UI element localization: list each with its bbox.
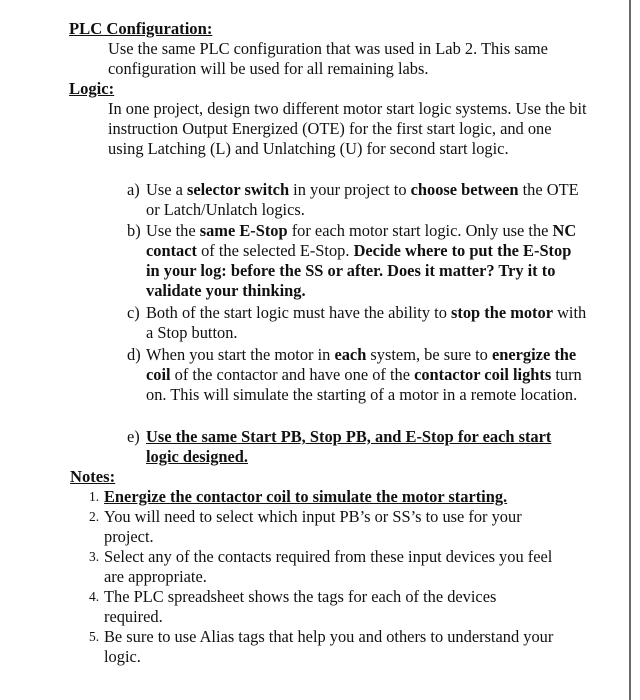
page-edge-divider xyxy=(629,0,631,700)
logic-item-d xyxy=(127,345,587,405)
item-text: Use the same E-Stop for each motor start logic. Only use the NC contact of the selected E-Stop. Decide where to put the E-Stop in your log: before the SS or after. Does it matter? Try it to validate your thinking. xyxy=(146,221,577,300)
item-text: Use a selector switch in your project to choose between the OTE or Latch/Unlatch logics. xyxy=(146,180,579,219)
logic-intro-text: In one project, design two different motor start logic systems. Use the bit instruction Output Energized (OTE) for the first start logic, and one using Latching (L) and Unlatching (U) for second start logic. xyxy=(108,99,587,158)
logic-item-e xyxy=(127,427,567,467)
item-text: Use the same Start PB, Stop PB, and E-Stop for each start logic designed. xyxy=(146,427,552,466)
logic-item-b xyxy=(127,221,589,301)
note-item-5 xyxy=(89,627,559,667)
note-item-1 xyxy=(89,487,559,507)
note-item-4 xyxy=(89,587,539,627)
note-text: You will need to select which input PB’s or SS’s to use for your project. xyxy=(104,507,522,546)
note-text: Energize the contactor coil to simulate the motor starting. xyxy=(104,487,508,506)
plc-configuration-text: Use the same PLC configuration that was used in Lab 2. This same configuration will be used for all remaining labs. xyxy=(108,39,548,78)
note-number: 1. xyxy=(89,489,100,504)
logic-item-a xyxy=(127,180,587,220)
note-text: The PLC spreadsheet shows the tags for each of the devices required. xyxy=(104,587,497,626)
note-text: Be sure to use Alias tags that help you and others to understand your logic. xyxy=(104,627,554,666)
item-text: When you start the motor in each system, be sure to energize the coil of the contactor and have one of the contactor coil lights turn on. This will simulate the starting of a motor in a remote location. xyxy=(146,345,582,404)
item-label: a) xyxy=(127,180,140,199)
item-label: c) xyxy=(127,303,140,322)
item-label: e) xyxy=(127,427,140,446)
note-item-3 xyxy=(89,547,559,587)
notes-heading: Notes: xyxy=(70,467,116,486)
note-number: 2. xyxy=(89,509,100,524)
logic-heading: Logic: xyxy=(69,79,115,98)
note-text: Select any of the contacts required from these input devices you feel are appropriate. xyxy=(104,547,553,586)
note-item-2 xyxy=(89,507,559,547)
plc-configuration-heading: PLC Configuration: xyxy=(69,19,213,38)
note-number: 5. xyxy=(89,629,100,644)
note-number: 3. xyxy=(89,549,100,564)
logic-item-c xyxy=(127,303,587,343)
note-number: 4. xyxy=(89,589,100,604)
item-text: Both of the start logic must have the ability to stop the motor with a Stop button. xyxy=(146,303,587,342)
item-label: b) xyxy=(127,221,141,240)
item-label: d) xyxy=(127,345,141,364)
